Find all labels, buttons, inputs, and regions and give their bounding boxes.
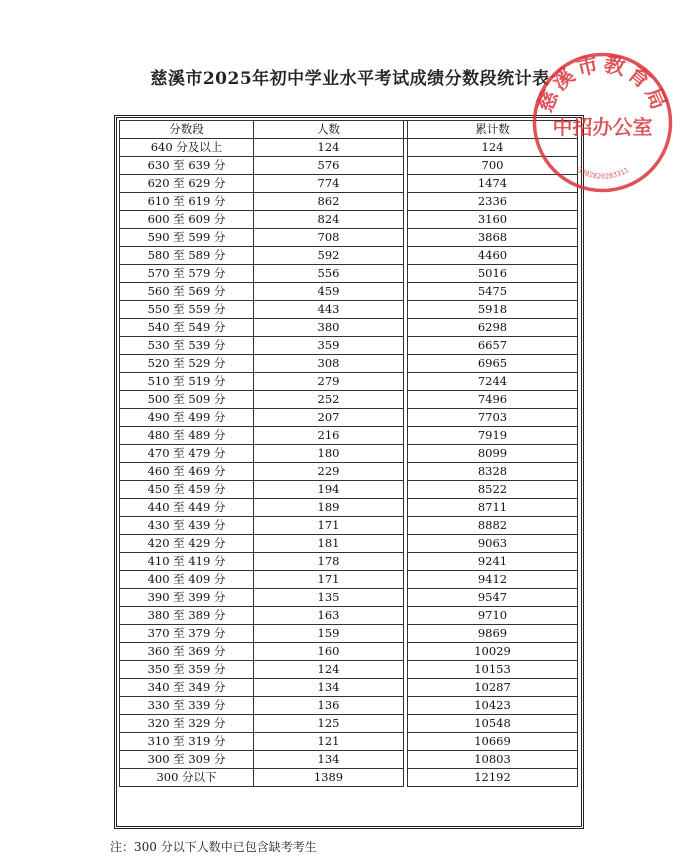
table-row — [120, 589, 578, 607]
count-cell: 1389 — [254, 769, 404, 787]
cumulative-cell: 8711 — [408, 499, 578, 517]
count-cell: 592 — [254, 247, 404, 265]
table-row — [120, 301, 578, 319]
range-cell: 620 至 629 分 — [120, 175, 254, 193]
table-row — [120, 481, 578, 499]
cumulative-cell: 3160 — [408, 211, 578, 229]
range-cell: 540 至 549 分 — [120, 319, 254, 337]
table-row — [120, 751, 578, 769]
table-row — [120, 625, 578, 643]
count-cell: 180 — [254, 445, 404, 463]
table-row — [120, 409, 578, 427]
range-cell: 490 至 499 分 — [120, 409, 254, 427]
count-cell: 124 — [254, 661, 404, 679]
cumulative-cell: 10153 — [408, 661, 578, 679]
count-cell: 443 — [254, 301, 404, 319]
count-cell: 160 — [254, 643, 404, 661]
table-row — [120, 697, 578, 715]
range-cell: 500 至 509 分 — [120, 391, 254, 409]
cumulative-cell: 8882 — [408, 517, 578, 535]
table-row — [120, 517, 578, 535]
cumulative-cell: 10029 — [408, 643, 578, 661]
range-cell: 440 至 449 分 — [120, 499, 254, 517]
cumulative-cell: 6965 — [408, 355, 578, 373]
count-cell: 171 — [254, 571, 404, 589]
table-row — [120, 247, 578, 265]
range-cell: 460 至 469 分 — [120, 463, 254, 481]
range-cell: 640 分及以上 — [120, 139, 254, 157]
table-row — [120, 229, 578, 247]
table-row — [120, 445, 578, 463]
table-row — [120, 607, 578, 625]
table-row — [120, 391, 578, 409]
cumulative-cell: 7703 — [408, 409, 578, 427]
cumulative-cell: 7244 — [408, 373, 578, 391]
range-cell: 380 至 389 分 — [120, 607, 254, 625]
cumulative-cell: 9412 — [408, 571, 578, 589]
cumulative-cell: 9869 — [408, 625, 578, 643]
range-cell: 370 至 379 分 — [120, 625, 254, 643]
range-cell: 360 至 369 分 — [120, 643, 254, 661]
count-cell: 194 — [254, 481, 404, 499]
table-row — [120, 373, 578, 391]
cumulative-cell: 5016 — [408, 265, 578, 283]
table-row — [120, 355, 578, 373]
table-row — [120, 769, 578, 787]
cumulative-cell: 7496 — [408, 391, 578, 409]
range-cell: 560 至 569 分 — [120, 283, 254, 301]
count-cell: 134 — [254, 679, 404, 697]
table-row — [120, 499, 578, 517]
seal-top-text: 慈溪市教育局 — [532, 51, 673, 116]
range-cell: 340 至 349 分 — [120, 679, 254, 697]
table-row — [120, 571, 578, 589]
header-count: 人数 — [254, 121, 404, 139]
document-title: 慈溪市2025年初中学业水平考试成绩分数段统计表 — [150, 69, 550, 89]
count-cell: 229 — [254, 463, 404, 481]
count-cell: 252 — [254, 391, 404, 409]
table-row — [120, 337, 578, 355]
range-cell: 520 至 529 分 — [120, 355, 254, 373]
table-row — [120, 535, 578, 553]
cumulative-cell: 9063 — [408, 535, 578, 553]
range-cell: 420 至 429 分 — [120, 535, 254, 553]
count-cell: 279 — [254, 373, 404, 391]
cumulative-cell: 4460 — [408, 247, 578, 265]
header-range: 分数段 — [120, 121, 254, 139]
range-cell: 480 至 489 分 — [120, 427, 254, 445]
range-cell: 300 至 309 分 — [120, 751, 254, 769]
range-cell: 590 至 599 分 — [120, 229, 254, 247]
table-row — [120, 211, 578, 229]
range-cell: 580 至 589 分 — [120, 247, 254, 265]
cumulative-cell: 5475 — [408, 283, 578, 301]
count-cell: 135 — [254, 589, 404, 607]
range-cell: 600 至 609 分 — [120, 211, 254, 229]
cumulative-cell: 10423 — [408, 697, 578, 715]
range-cell: 390 至 399 分 — [120, 589, 254, 607]
cumulative-cell: 8099 — [408, 445, 578, 463]
range-cell: 310 至 319 分 — [120, 733, 254, 751]
range-cell: 430 至 439 分 — [120, 517, 254, 535]
count-cell: 121 — [254, 733, 404, 751]
table-row — [120, 679, 578, 697]
count-cell: 159 — [254, 625, 404, 643]
cumulative-cell: 7919 — [408, 427, 578, 445]
range-cell: 550 至 559 分 — [120, 301, 254, 319]
table-row — [120, 265, 578, 283]
count-cell: 308 — [254, 355, 404, 373]
table-row — [120, 463, 578, 481]
cumulative-cell: 6298 — [408, 319, 578, 337]
range-cell: 470 至 479 分 — [120, 445, 254, 463]
table-row — [120, 283, 578, 301]
range-cell: 450 至 459 分 — [120, 481, 254, 499]
score-distribution-table — [119, 120, 578, 787]
table-row — [120, 643, 578, 661]
count-cell: 189 — [254, 499, 404, 517]
range-cell: 300 分以下 — [120, 769, 254, 787]
cumulative-cell: 5918 — [408, 301, 578, 319]
count-cell: 171 — [254, 517, 404, 535]
range-cell: 400 至 409 分 — [120, 571, 254, 589]
cumulative-cell: 8328 — [408, 463, 578, 481]
count-cell: 134 — [254, 751, 404, 769]
seal-serial: 3302820283311 — [575, 166, 631, 181]
range-cell: 530 至 539 分 — [120, 337, 254, 355]
range-cell: 320 至 329 分 — [120, 715, 254, 733]
cumulative-cell: 9710 — [408, 607, 578, 625]
cumulative-cell: 1474 — [408, 175, 578, 193]
cumulative-cell: 9241 — [408, 553, 578, 571]
cumulative-cell: 12192 — [408, 769, 578, 787]
count-cell: 359 — [254, 337, 404, 355]
seal-bottom-text: 中招办公室 — [552, 115, 653, 139]
cumulative-cell: 10548 — [408, 715, 578, 733]
count-cell: 774 — [254, 175, 404, 193]
count-cell: 380 — [254, 319, 404, 337]
range-cell: 510 至 519 分 — [120, 373, 254, 391]
count-cell: 216 — [254, 427, 404, 445]
count-cell: 459 — [254, 283, 404, 301]
table-row — [120, 139, 578, 157]
range-cell: 610 至 619 分 — [120, 193, 254, 211]
table-row — [120, 715, 578, 733]
range-cell: 350 至 359 分 — [120, 661, 254, 679]
count-cell: 556 — [254, 265, 404, 283]
count-cell: 862 — [254, 193, 404, 211]
cumulative-cell: 2336 — [408, 193, 578, 211]
count-cell: 708 — [254, 229, 404, 247]
table-row — [120, 319, 578, 337]
count-cell: 824 — [254, 211, 404, 229]
table-row — [120, 733, 578, 751]
cumulative-cell: 6657 — [408, 337, 578, 355]
table-row — [120, 427, 578, 445]
range-cell: 570 至 579 分 — [120, 265, 254, 283]
cumulative-cell: 10287 — [408, 679, 578, 697]
range-cell: 630 至 639 分 — [120, 157, 254, 175]
table-row — [120, 157, 578, 175]
count-cell: 207 — [254, 409, 404, 427]
cumulative-cell: 124 — [408, 139, 578, 157]
header-cumulative: 累计数 — [408, 121, 578, 139]
count-cell: 576 — [254, 157, 404, 175]
official-seal — [530, 50, 675, 195]
range-cell: 410 至 419 分 — [120, 553, 254, 571]
cumulative-cell: 3868 — [408, 229, 578, 247]
footnote: 注：300 分以下人数中已包含缺考考生 — [110, 840, 317, 854]
range-cell: 330 至 339 分 — [120, 697, 254, 715]
cumulative-cell: 9547 — [408, 589, 578, 607]
count-cell: 136 — [254, 697, 404, 715]
count-cell: 163 — [254, 607, 404, 625]
cumulative-cell: 700 — [408, 157, 578, 175]
cumulative-cell: 10669 — [408, 733, 578, 751]
table-row — [120, 175, 578, 193]
cumulative-cell: 8522 — [408, 481, 578, 499]
count-cell: 181 — [254, 535, 404, 553]
count-cell: 125 — [254, 715, 404, 733]
table-header-row — [120, 121, 578, 139]
table-row — [120, 661, 578, 679]
table-row — [120, 553, 578, 571]
count-cell: 124 — [254, 139, 404, 157]
table-row — [120, 193, 578, 211]
cumulative-cell: 10803 — [408, 751, 578, 769]
count-cell: 178 — [254, 553, 404, 571]
table-body — [120, 139, 578, 787]
